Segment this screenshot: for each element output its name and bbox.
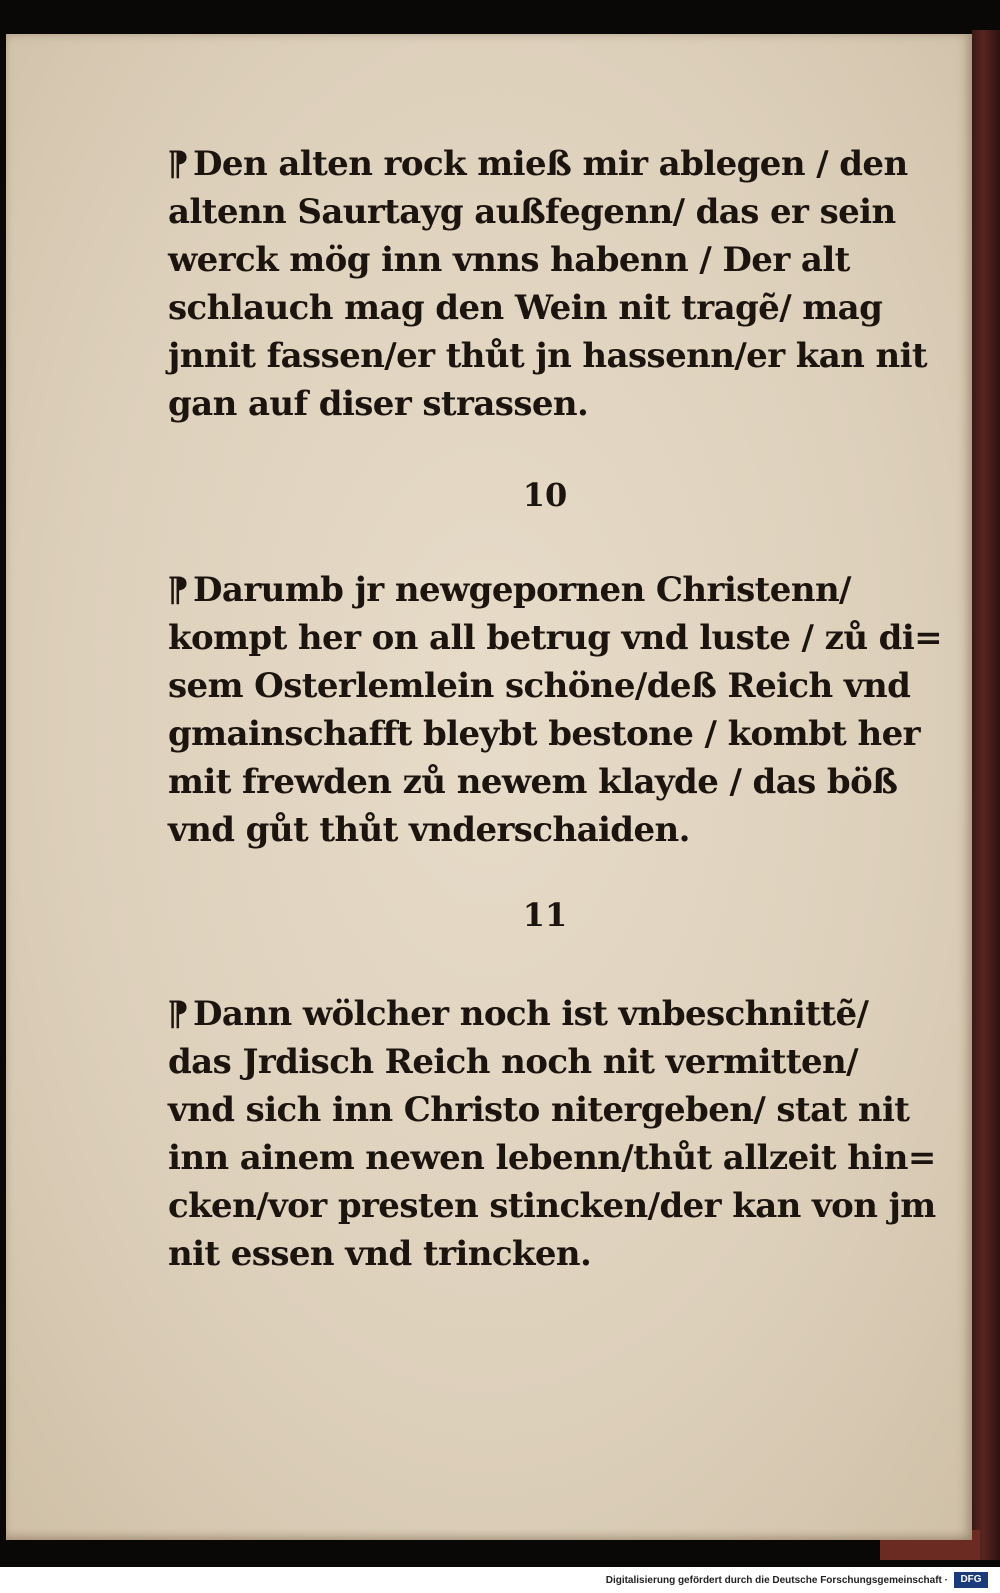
text-line: altenn Saurtayg außfegenn/ das er sein — [168, 192, 896, 232]
stanza-10 — [168, 566, 943, 854]
book-edge — [972, 30, 1000, 1560]
stanza-number-11: 11 — [522, 896, 568, 934]
text-line: nit essen vnd trincken. — [168, 1234, 592, 1274]
text-line: werck mög inn vnns habenn / Der alt — [168, 240, 850, 280]
text-line: inn ainem newen lebenn/thůt allzeit hin= — [168, 1138, 936, 1178]
text-line: ¶ Dann wölcher noch ist vnbeschnittẽ/ — [168, 990, 908, 1038]
text-line: vnd gůt thůt vnderschaiden. — [168, 810, 690, 850]
text-line: kompt her on all betrug vnd luste / zů di= — [168, 618, 943, 658]
text-line: schlauch mag den Wein nit tragẽ/ mag — [168, 288, 883, 328]
stanza-number-10: 10 — [522, 476, 568, 514]
dfg-logo: DFG — [954, 1572, 988, 1588]
funding-credit: Digitalisierung gefördert durch die Deutsche Forschungsgemeinschaft · — [605, 1575, 948, 1586]
stanza-9 — [168, 140, 928, 428]
text-line: vnd sich inn Christo nitergeben/ stat nit — [168, 1090, 910, 1130]
text-line: mit frewden zů newem klayde / das böß — [168, 762, 898, 802]
text-line: ¶ Darumb jr newgepornen Christenn/ — [168, 566, 908, 614]
stanza-11 — [168, 990, 936, 1278]
text-line: gmainschafft bleybt bestone / kombt her — [168, 714, 920, 754]
text-line: sem Osterlemlein schöne/deß Reich vnd — [168, 666, 911, 706]
text-line: cken/vor presten stincken/der kan von jm — [168, 1186, 936, 1226]
text-line: gan auf diser strassen. — [168, 384, 589, 424]
text-line: das Jrdisch Reich noch nit vermitten/ — [168, 1042, 858, 1082]
text-line: ¶ Den alten rock mieß mir ablegen / den — [168, 140, 908, 188]
text-line: jnnit fassen/er thůt jn hassenn/er kan nit — [168, 336, 928, 376]
